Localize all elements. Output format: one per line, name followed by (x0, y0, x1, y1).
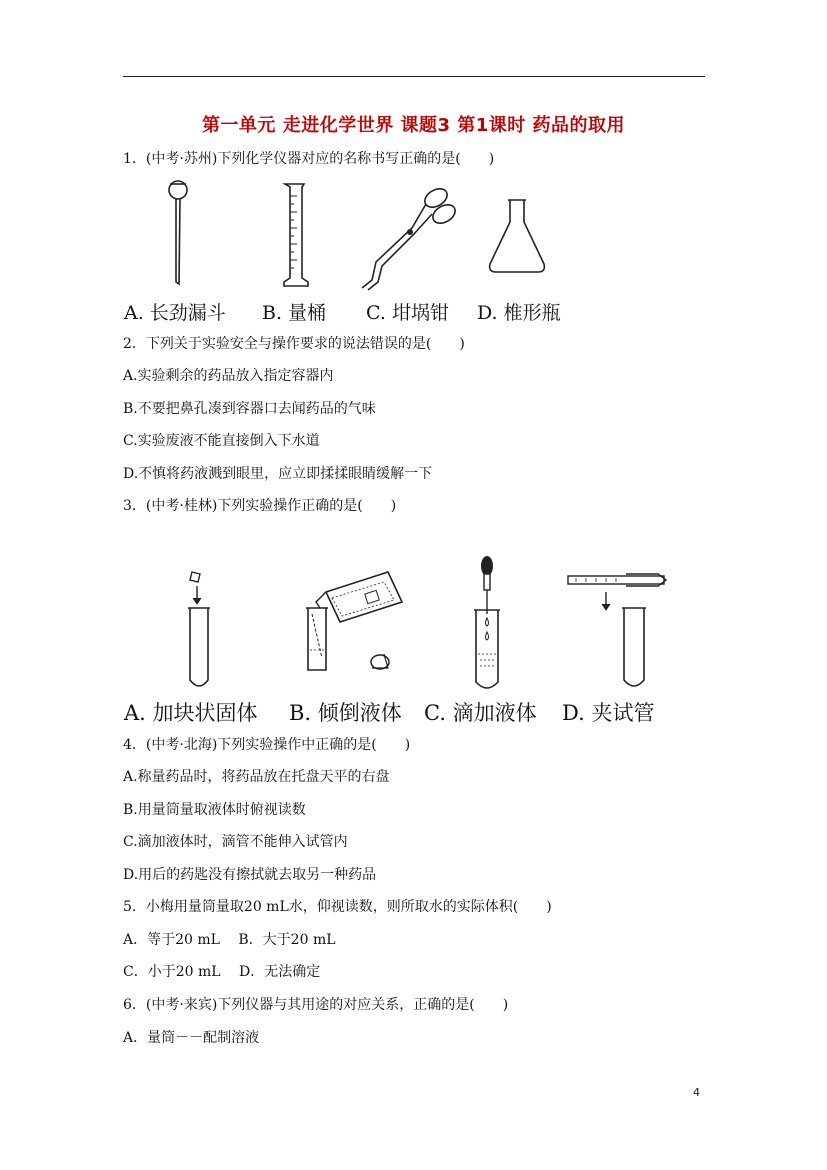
q1-caption-b: B. 量桶 (262, 302, 327, 324)
q4-option-a: A.称量药品时，将药品放在托盘天平的右盘 (123, 769, 390, 785)
q3-stem: 3．(中考·桂林)下列实验操作正确的是( ) (123, 498, 397, 514)
q4-option-c: C.滴加液体时，滴管不能伸入试管内 (123, 834, 348, 850)
header-rule (123, 76, 705, 77)
q6-stem: 6．(中考·来宾)下列仪器与其用途的对应关系，正确的是( ) (123, 997, 509, 1013)
page-number: 4 (693, 1086, 700, 1099)
q5-stem: 5．小梅用量筒量取20 mL水，仰视读数，则所取水的实际体积( ) (123, 899, 552, 915)
q1-caption-c: C. 坩埚钳 (366, 302, 449, 324)
conical-flask-figure (484, 198, 550, 276)
q1-stem: 1．(中考·苏州)下列化学仪器对应的名称书写正确的是( ) (123, 151, 495, 167)
q2-option-b: B.不要把鼻孔凑到容器口去闻药品的气味 (123, 401, 376, 417)
q1-caption-a: A. 长劲漏斗 (124, 302, 226, 324)
q3-caption-a: A. 加块状固体 (124, 701, 258, 725)
q6-option-a: A．量筒－－配制溶液 (123, 1030, 260, 1046)
page-title: 第一单元 走进化学世界 课题3 第1课时 药品的取用 (201, 115, 626, 136)
hold-test-tube-figure (566, 570, 670, 694)
q2-stem: 2．下列关于实验安全与操作要求的说法错误的是( ) (123, 336, 465, 352)
q5-options-row-2: C．小于20 mL D．无法确定 (123, 964, 321, 980)
q4-stem: 4．(中考·北海)下列实验操作中正确的是( ) (123, 737, 411, 753)
q1-caption-d: D. 椎形瓶 (477, 302, 561, 324)
q3-caption-b: B. 倾倒液体 (289, 701, 402, 725)
crucible-tongs-figure (356, 184, 460, 290)
graduated-cylinder-figure (282, 182, 312, 290)
q5-options-row-1: A．等于20 mL B．大于20 mL (123, 932, 336, 948)
q4-option-b: B.用量筒量取液体时俯视读数 (123, 802, 306, 818)
q3-caption-d: D. 夹试管 (562, 701, 655, 725)
pour-liquid-figure (298, 558, 412, 680)
add-solid-block-figure (184, 568, 216, 692)
q4-option-d: D.用后的药匙没有擦拭就去取另一种药品 (123, 867, 377, 883)
q2-option-d: D.不慎将药液溅到眼里，应立即揉揉眼睛缓解一下 (123, 466, 433, 482)
drop-liquid-figure (472, 554, 504, 692)
q2-option-c: C.实验废液不能直接倒入下水道 (123, 433, 320, 449)
q3-caption-c: C. 滴加液体 (424, 701, 537, 725)
long-neck-funnel-figure (160, 178, 200, 288)
q2-option-a: A.实验剩余的药品放入指定容器内 (123, 368, 334, 384)
